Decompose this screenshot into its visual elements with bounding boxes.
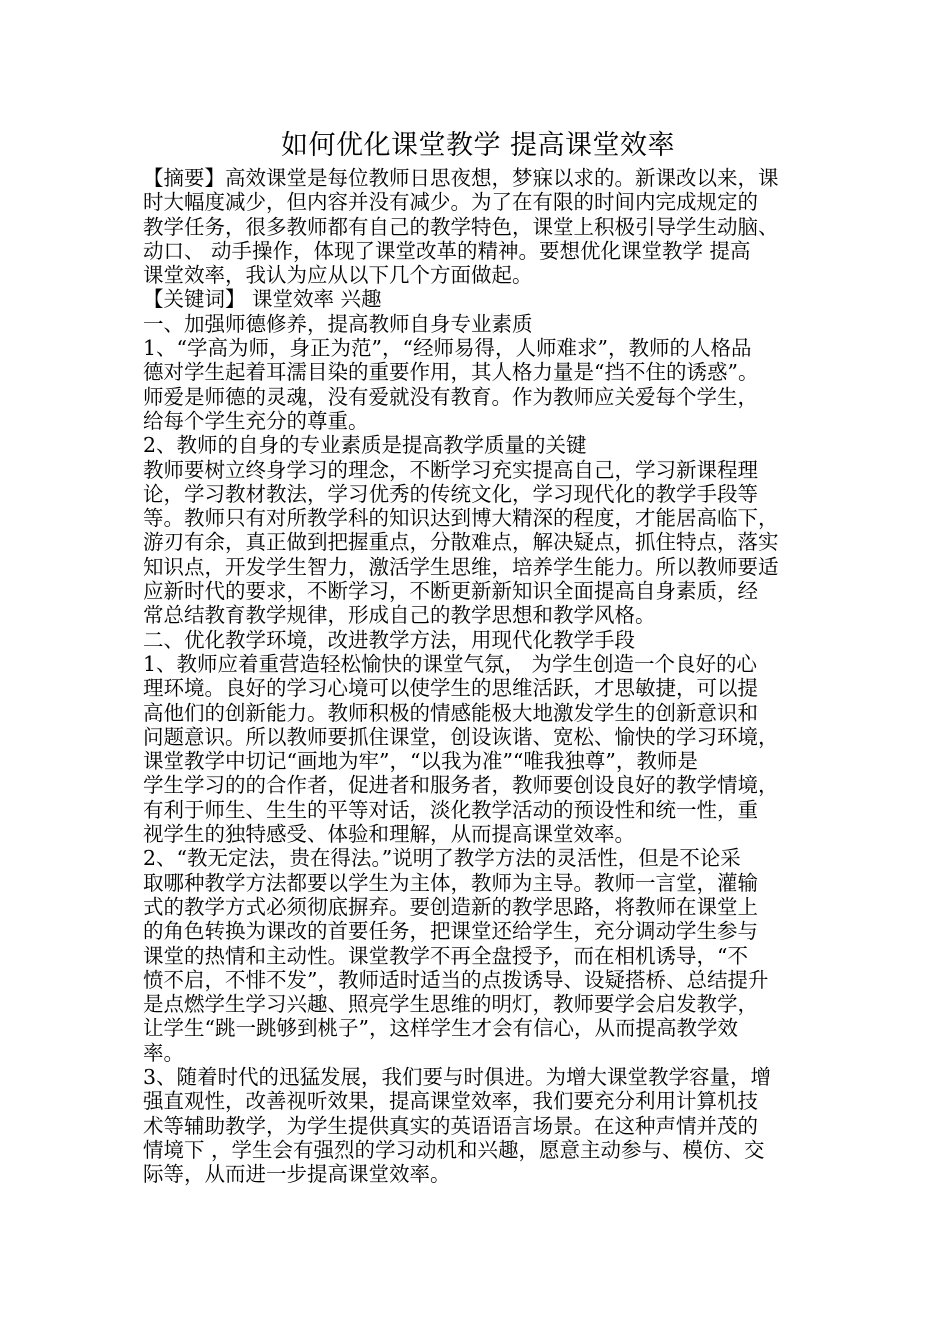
text-line: 问题意识。所以教师要抓住课堂，创设诙谐、宽松、愉快的学习环境， (143, 724, 779, 749)
text-line: 1、教师应着重营造轻松愉快的课堂气氛， 为学生创造一个良好的心 (143, 651, 758, 676)
text-line: 2、教师的自身的专业素质是提高教学质量的关键 (143, 433, 587, 458)
text-line: 学生学习的的合作者，促进者和服务者，教师要创设良好的教学情境， (143, 773, 779, 798)
text-line: 情境下 ，学生会有强烈的学习动机和兴趣，愿意主动参与、模仿、交 (143, 1137, 765, 1162)
text-line: 率。 (143, 1040, 184, 1065)
text-line: 课堂教学中切记“画地为牢”，“以我为准”“唯我独尊”，教师是 (143, 749, 698, 774)
text-line: 际等，从而进一步提高课堂效率。 (143, 1162, 451, 1187)
text-line: 1、“学高为师，身正为范”，“经师易得，人师难求”，教师的人格品 (143, 336, 752, 361)
text-line: 愤不启，不悱不发”，教师适时适当的点拨诱导、设疑搭桥、总结提升 (143, 967, 769, 992)
text-line: 常总结教育教学规律，形成自己的教学思想和教学风格。 (143, 603, 656, 628)
text-line: 让学生“跳一跳够到桃子”，这样学生才会有信心，从而提高教学效 (143, 1016, 738, 1041)
text-line: 是点燃学生学习兴趣、照亮学生思维的明灯，教师要学会启发教学， (143, 992, 758, 1017)
text-line: 时大幅度减少，但内容并没有减少。为了在有限的时间内完成规定的 (143, 190, 758, 215)
text-line: 应新时代的要求，不断学习，不断更新新知识全面提高自身素质，经 (143, 579, 758, 604)
text-line: 术等辅助教学，为学生提供真实的英语语言场景。在这种声情并茂的 (143, 1113, 758, 1138)
text-line: 课堂效率，我认为应从以下几个方面做起。 (143, 263, 533, 288)
text-line: 取哪种教学方法都要以学生为主体，教师为主导。教师一言堂，灌输 (143, 870, 758, 895)
text-line: 强直观性，改善视听效果，提高课堂效率，我们要充分利用计算机技 (143, 1089, 758, 1114)
text-line: 视学生的独特感受、体验和理解，从而提高课堂效率。 (143, 822, 635, 847)
document-body (143, 166, 813, 1186)
text-line: 给每个学生充分的尊重。 (143, 408, 369, 433)
text-line: 论，学习教材教法，学习优秀的传统文化，学习现代化的教学手段等 (143, 481, 758, 506)
text-line: 理环境。良好的学习心境可以使学生的思维活跃，才思敏捷，可以提 (143, 676, 758, 701)
document-page (143, 128, 813, 1186)
text-line: 德对学生起着耳濡目染的重要作用，其人格力量是“挡不住的诱惑”。 (143, 360, 759, 385)
text-line: 有利于师生、生生的平等对话，淡化教学活动的预设性和统一性，重 (143, 797, 758, 822)
text-line: 一、加强师德修养，提高教师自身专业素质 (143, 311, 533, 336)
text-line: 的角色转换为课改的首要任务，把课堂还给学生，充分调动学生参与 (143, 919, 758, 944)
text-line: 式的教学方式必须彻底摒弃。要创造新的教学思路，将教师在课堂上 (143, 894, 758, 919)
text-line: 课堂的热情和主动性。课堂教学不再全盘授予，而在相机诱导，“不 (143, 943, 748, 968)
text-line: 3、随着时代的迅猛发展，我们要与时俱进。为增大课堂教学容量，增 (143, 1064, 772, 1089)
text-line: 教学任务，很多教师都有自己的教学特色，课堂上积极引导学生动脑、 (143, 214, 779, 239)
document-title: 如何优化课堂教学 提高课堂效率 (280, 130, 676, 161)
text-line: 知识点，开发学生智力，激活学生思维，培养学生能力。所以教师要适 (143, 554, 779, 579)
text-line: 师爱是师德的灵魂，没有爱就没有教育。作为教师应关爱每个学生， (143, 384, 758, 409)
text-line: 高他们的创新能力。教师积极的情感能极大地激发学生的创新意识和 (143, 700, 758, 725)
text-line: 2、“教无定法，贵在得法。”说明了教学方法的灵活性，但是不论采 (143, 846, 741, 871)
text-line: 教师要树立终身学习的理念，不断学习充实提高自己，学习新课程理 (143, 457, 758, 482)
text-line: 【摘要】高效课堂是每位教师日思夜想，梦寐以求的。新课改以来，课 (143, 166, 779, 190)
text-line: 【关键词】 课堂效率 兴趣 (143, 287, 382, 312)
text-line: 动口、 动手操作，体现了课堂改革的精神。要想优化课堂教学 提高 (143, 238, 751, 263)
text-line: 等。教师只有对所教学科的知识达到博大精深的程度，才能居高临下， (143, 506, 779, 531)
text-line: 游刃有余，真正做到把握重点，分散难点，解决疑点，抓住特点，落实 (143, 530, 779, 555)
text-line: 二、优化教学环境，改进教学方法，用现代化教学手段 (143, 627, 635, 652)
